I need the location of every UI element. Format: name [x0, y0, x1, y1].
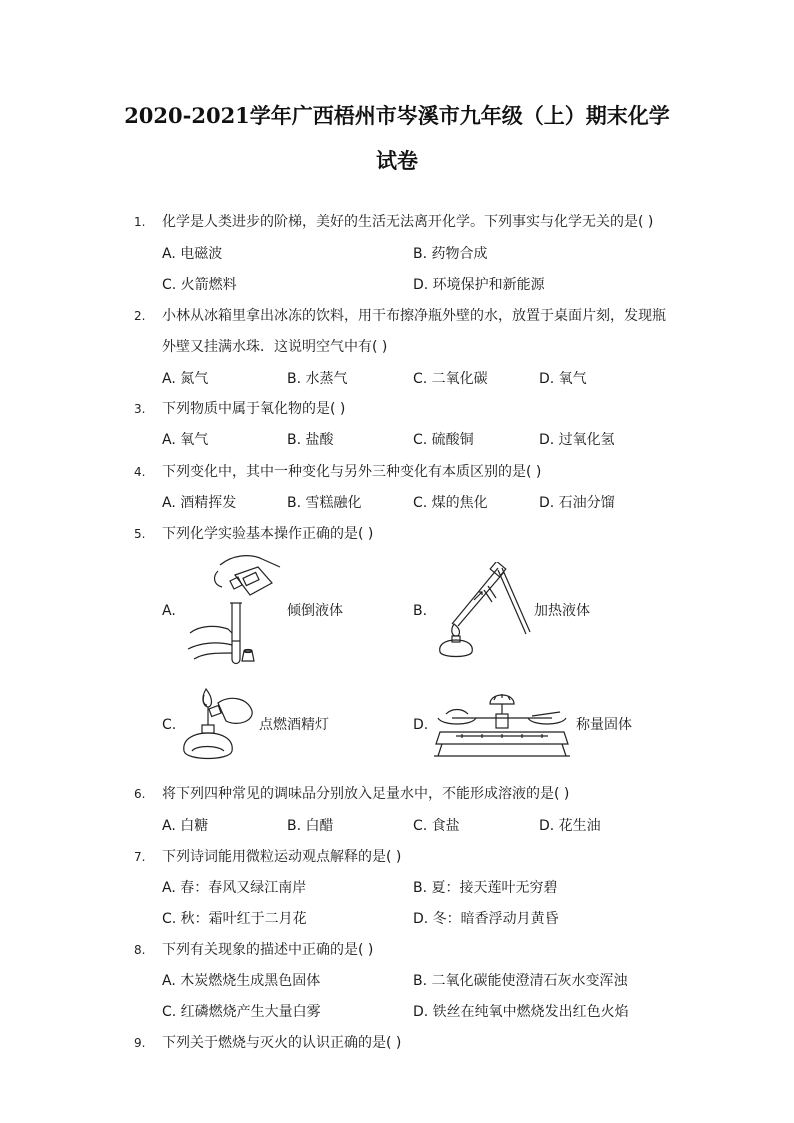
option-c: C. 红磷燃烧产生大量白雾 [162, 1004, 321, 1020]
question-number: 7. [134, 850, 146, 864]
option-c: C. 火箭燃料 [162, 277, 237, 293]
figure-caption: 加热液体 [534, 603, 590, 619]
question-stem: 化学是人类进步的阶梯，美好的生活无法离开化学。下列事实与化学无关的是( ) [162, 214, 654, 230]
question-number: 4. [134, 465, 146, 479]
option-b: B. 水蒸气 [287, 371, 348, 387]
figure-caption: 点燃酒精灯 [259, 717, 329, 733]
question-number: 6. [134, 787, 146, 801]
question-stem: 下列变化中，其中一种变化与另外三种变化有本质区别的是( ) [162, 464, 542, 480]
pour-liquid-figure [180, 553, 290, 668]
option-a: A. 氧气 [162, 432, 209, 448]
question-stem: 下列化学实验基本操作正确的是( ) [162, 526, 374, 542]
figure-caption: 倾倒液体 [287, 603, 343, 619]
question-number: 1. [134, 215, 146, 229]
option-b: B. 雪糕融化 [287, 495, 362, 511]
option-a: A. [162, 603, 176, 619]
question-stem: 下列关于燃烧与灭火的认识正确的是( ) [162, 1035, 402, 1051]
question-number: 3. [134, 402, 146, 416]
option-c: C. 二氧化碳 [413, 371, 488, 387]
option-d: D. 石油分馏 [539, 495, 615, 511]
option-b: B. [413, 603, 428, 619]
option-d: D. 环境保护和新能源 [413, 277, 545, 293]
question-number: 8. [134, 943, 146, 957]
option-a: A. 电磁波 [162, 246, 223, 262]
question-number: 9. [134, 1036, 146, 1050]
option-d: D. 过氧化氢 [539, 432, 615, 448]
question-stem: 将下列四种常见的调味品分别放入足量水中，不能形成溶液的是( ) [162, 786, 570, 802]
option-a: A. 春：春风又绿江南岸 [162, 880, 307, 896]
figure-caption: 称量固体 [576, 717, 632, 733]
option-d: D. 氧气 [539, 371, 587, 387]
question-number: 5. [134, 527, 146, 541]
question-number: 2. [134, 309, 146, 323]
option-c: C. 食盐 [413, 818, 460, 834]
option-c: C. [162, 717, 177, 733]
option-d: D. 冬：暗香浮动月黄昏 [413, 911, 559, 927]
page-title-line2: 试卷 [376, 148, 418, 173]
balance-scale-figure [432, 688, 572, 760]
option-a: A. 木炭燃烧生成黑色固体 [162, 973, 321, 989]
option-b: B. 盐酸 [287, 432, 334, 448]
question-stem: 下列诗词能用微粒运动观点解释的是( ) [162, 849, 402, 865]
option-c: C. 煤的焦化 [413, 495, 488, 511]
question-stem: 小林从冰箱里拿出冰冻的饮料，用干布擦净瓶外壁的水，放置于桌面片刻，发现瓶 [162, 308, 666, 324]
option-c: C. 硫酸铜 [413, 432, 474, 448]
option-a: A. 白糖 [162, 818, 209, 834]
option-a: A. 酒精挥发 [162, 495, 237, 511]
option-b: B. 二氧化碳能使澄清石灰水变浑浊 [413, 973, 628, 989]
option-b: B. 白醋 [287, 818, 334, 834]
option-d: D. [413, 717, 429, 733]
option-b: B. 药物合成 [413, 246, 488, 262]
option-d: D. 铁丝在纯氧中燃烧发出红色火焰 [413, 1004, 629, 1020]
question-stem: 下列物质中属于氧化物的是( ) [162, 401, 346, 417]
option-c: C. 秋：霜叶红于二月花 [162, 911, 307, 927]
option-b: B. 夏：接天莲叶无穷碧 [413, 880, 558, 896]
light-lamp-figure [178, 685, 260, 767]
question-stem-line2: 外壁又挂满水珠．这说明空气中有( ) [162, 339, 388, 355]
option-d: D. 花生油 [539, 818, 601, 834]
page-title: 2020-2021学年广西梧州市岑溪市九年级（上）期末化学 [124, 103, 670, 128]
heat-liquid-figure [432, 562, 532, 660]
option-a: A. 氮气 [162, 371, 209, 387]
question-stem: 下列有关现象的描述中正确的是( ) [162, 942, 374, 958]
